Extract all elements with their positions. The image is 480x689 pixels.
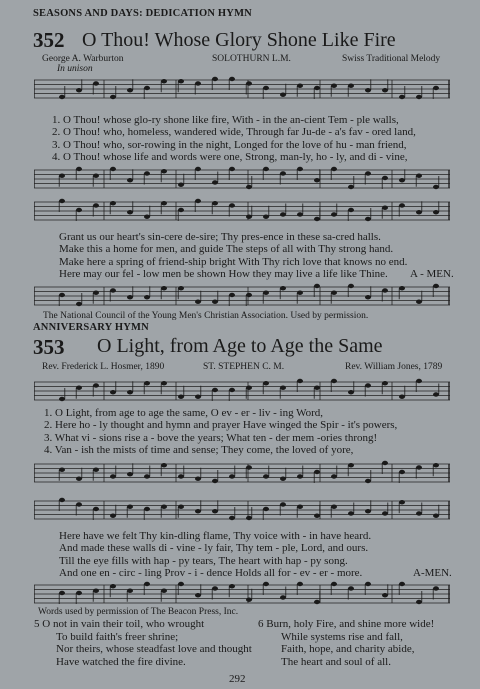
verse-line: 1. O Light, from age to age the same, O ev - er - liv - ing Word, [44, 407, 324, 419]
anniversary-heading: ANNIVERSARY HYMN [33, 322, 149, 333]
stanza-line: 6 Burn, holy Fire, and shine more wide! [258, 618, 435, 630]
staff-notation [34, 283, 450, 309]
music-staff [34, 76, 450, 102]
hymn-352-author: George A. Warburton [42, 54, 124, 64]
staff-notation [34, 166, 450, 192]
stanza-line: 5 O not in vain their toil, who wrought [34, 618, 205, 630]
verse-line: Till the eye fills with hap - py tears, The heart with hap - py song. [59, 554, 348, 567]
hymn-352-amen: A - MEN. [410, 268, 454, 280]
hymn-353-amen: A-MEN. [413, 567, 452, 579]
stanza-line: Have watched the fire divine. [56, 655, 186, 668]
music-staff [34, 581, 450, 607]
section-heading: SEASONS AND DAYS: DEDICATION HYMN [33, 8, 252, 19]
verse-line: Make this a home for men, and guide The steps of all with Thy strong hand. [59, 243, 394, 256]
hymn-number-353: 353 [33, 335, 65, 359]
staff-notation [34, 198, 450, 224]
verse-line: 2. Here ho - ly thought and hymn and prayer Have winged the Spir - it's powers, [44, 419, 398, 432]
stanza-line: To build faith's freer shrine; [56, 630, 179, 643]
verse-line: 3. O Thou! who, sor-rowing in the night, Longed for the love of hu - man friend, [52, 138, 407, 151]
hymn-353-verses-bottom [59, 530, 371, 580]
stanza-line: Nor theirs, whose steadfast love and thought [56, 643, 252, 656]
stanza-6 [258, 618, 434, 668]
verse-line: Here have we felt Thy kin-dling flame, Thy voice with - in have heard. [59, 530, 372, 542]
staff-notation [34, 378, 450, 404]
verse-line: 4. O Thou! whose life and words were one, Strong, man-ly, ho - ly, and di - vine, [52, 151, 408, 164]
hymn-352-tune: SOLOTHURN L.M. [212, 54, 291, 64]
hymn-title-352: O Thou! Whose Glory Shone Like Fire [82, 29, 396, 51]
stanza-line: The heart and soul of all. [281, 655, 391, 668]
verse-line: 3. What vi - sions rise a - bove the years; What ten - der mem -ories throng! [44, 431, 378, 444]
music-staff [34, 378, 450, 404]
staff-notation [34, 581, 450, 607]
hymn-352-permission: The National Council of the Young Men's Christian Association. Used by permission. [43, 311, 369, 321]
verse-line: 4. Van - ish the mists of time and sense; They come, the loved of yore, [44, 444, 354, 457]
verse-line: 1. O Thou! whose glo-ry shone like fire, With - in the an-cient Tem - ple walls, [52, 114, 399, 126]
hymn-352-direction: In unison [57, 64, 93, 74]
music-staff [34, 283, 450, 309]
verse-line: Grant us our heart's sin-cere de-sire; Thy pres-ence in these sa-cred halls. [59, 231, 381, 243]
staff-notation [34, 497, 450, 523]
hymn-353-author: Rev. Frederick L. Hosmer, 1890 [42, 362, 165, 372]
hymn-number-352: 352 [33, 28, 65, 52]
music-staff [34, 497, 450, 523]
hymn-title-353: O Light, from Age to Age the Same [97, 335, 383, 357]
stanza-5 [34, 618, 252, 668]
hymn-352-verses-bottom [59, 231, 407, 281]
hymn-352-verses-top [52, 114, 416, 164]
verse-line: And one en - circ - ling Prov - i - dence Holds all for - ev - er - more. [59, 567, 363, 580]
page-number: 292 [229, 673, 246, 685]
music-staff [34, 166, 450, 192]
music-staff [34, 460, 450, 486]
hymn-353-tune: ST. STEPHEN C. M. [203, 362, 285, 372]
staff-notation [34, 76, 450, 102]
verse-line: Make here a spring of friend-ship bright With Thy rich love that knows no end. [59, 255, 408, 268]
hymn-353-verses-top [44, 407, 397, 457]
music-staff [34, 198, 450, 224]
hymn-352-composer: Swiss Traditional Melody [342, 54, 441, 64]
verse-line: And made these walls di - vine - ly fair, Thy tem - ple, Lord, and ours. [59, 542, 369, 555]
stanza-line: Faith, hope, and charity abide, [281, 643, 415, 656]
staff-notation [34, 460, 450, 486]
verse-line: 2. O Thou! who, homeless, wandered wide, Through far Ju-de - a's fav - ored land, [52, 126, 416, 139]
stanza-line: While systems rise and fall, [281, 630, 403, 643]
verse-line: Here may our fel - low men be shown How they may live a life like Thine. [59, 268, 388, 281]
hymn-353-composer: Rev. William Jones, 1789 [345, 362, 443, 372]
hymn-353-permission: Words used by permission of The Beacon Press, Inc. [38, 607, 239, 617]
